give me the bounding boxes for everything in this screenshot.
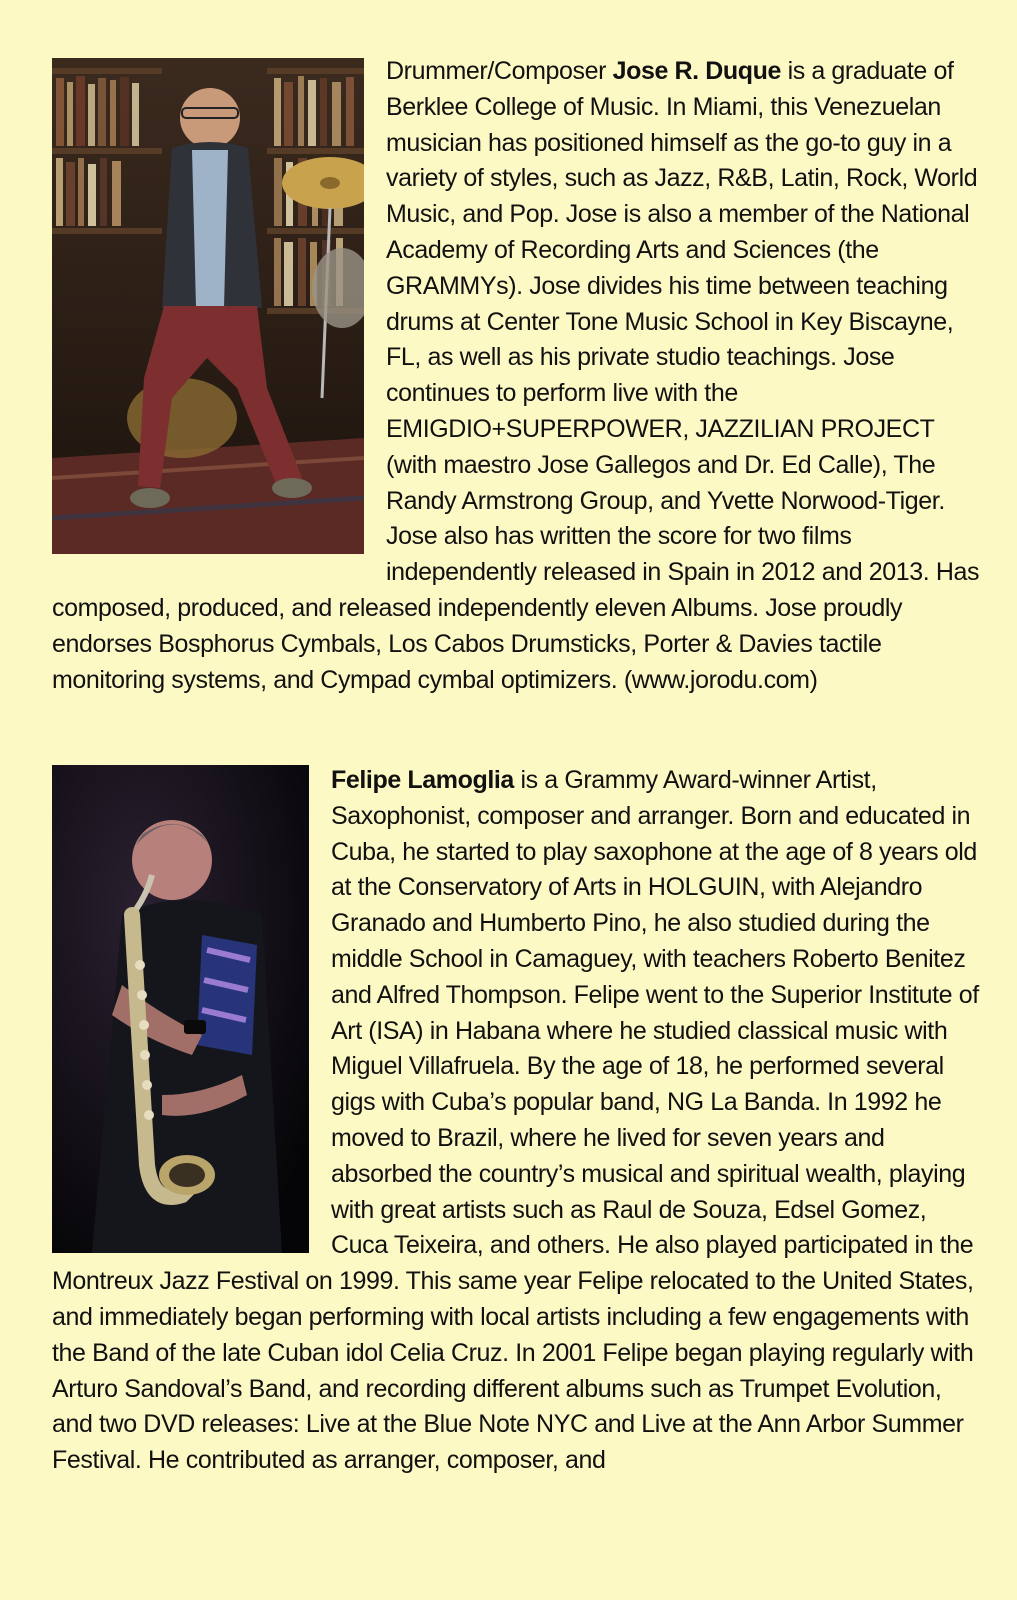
photo-felipe-lamoglia xyxy=(52,765,309,1253)
bio-felipe-lamoglia xyxy=(52,763,982,1479)
bio-name-felipe-lamoglia: Felipe Lamoglia xyxy=(331,766,514,794)
bio-body-jose-duque: is a graduate of Berklee College of Music. In Miami, this Venezuelan musician has positioned himself as the go-to guy in a variety of styles, such as Jazz, R&B, Latin, Rock, World Music, and Pop. Jose is also a member of the National Academy of Recording Arts and Sciences (the GRAMMYs). Jose divides his time between teaching drums at Center Tone Music School in Key Biscayne, FL, as well as his private studio teachings. Jose continues to perform live with the EMIGDIO+SUPERPOWER, JAZZILIAN PROJECT (with maestro Jose Gallegos and Dr. Ed Calle), The Randy Armstrong Group, and Yvette Norwood-Tiger. Jose also has written the score for two films independently released in Spain in 2012 and 2013. Has composed, produced, and released independently eleven Albums. Jose proudly endorses Bosphorus Cymbals, Los Cabos Drumsticks, Porter & Davies tactile monitoring systems, and Cympad cymbal optimizers. (www.jorodu.com) xyxy=(52,57,980,694)
bio-intro: Drummer/Composer xyxy=(386,57,613,85)
bio-jose-duque xyxy=(52,54,982,698)
bio-body-felipe-lamoglia: is a Grammy Award-winner Artist, Saxophonist, composer and arranger. Born and educated in Cuba, he started to play saxophone at the age of 8 years old at the Conservatory of Arts in HOLGUIN, with Alejandro Granado and Humberto Pino, he also studied during the middle School in Camaguey, with teachers Roberto Benitez and Alfred Thompson. Felipe went to the Superior Institute of Art (ISA) in Habana where he studied classical music with Miguel Villafruela. By the age of 18, he performed several gigs with Cuba’s popular band, NG La Banda. In 1992 he moved to Brazil, where he lived for seven years and absorbed the country’s musical and spiritual wealth, playing with great artists such as Raul de Souza, Edsel Gomez, Cuca Teixeira, and others. He also played participated in the Montreux Jazz Festival on 1999. This same year Felipe relocated to the United States, and immediately began performing with local artists including a few engagements with the Band of the late Cuban idol Celia Cruz. In 2001 Felipe began playing regularly with Arturo Sandoval’s Band, and recording different albums such as Trumpet Evolution, and two DVD releases: Live at the Blue Note NYC and Live at the Ann Arbor Summer Festival. He contributed as arranger, composer, and xyxy=(52,766,979,1475)
bio-name-jose-duque: Jose R. Duque xyxy=(612,57,782,85)
photo-jose-duque xyxy=(52,58,364,554)
